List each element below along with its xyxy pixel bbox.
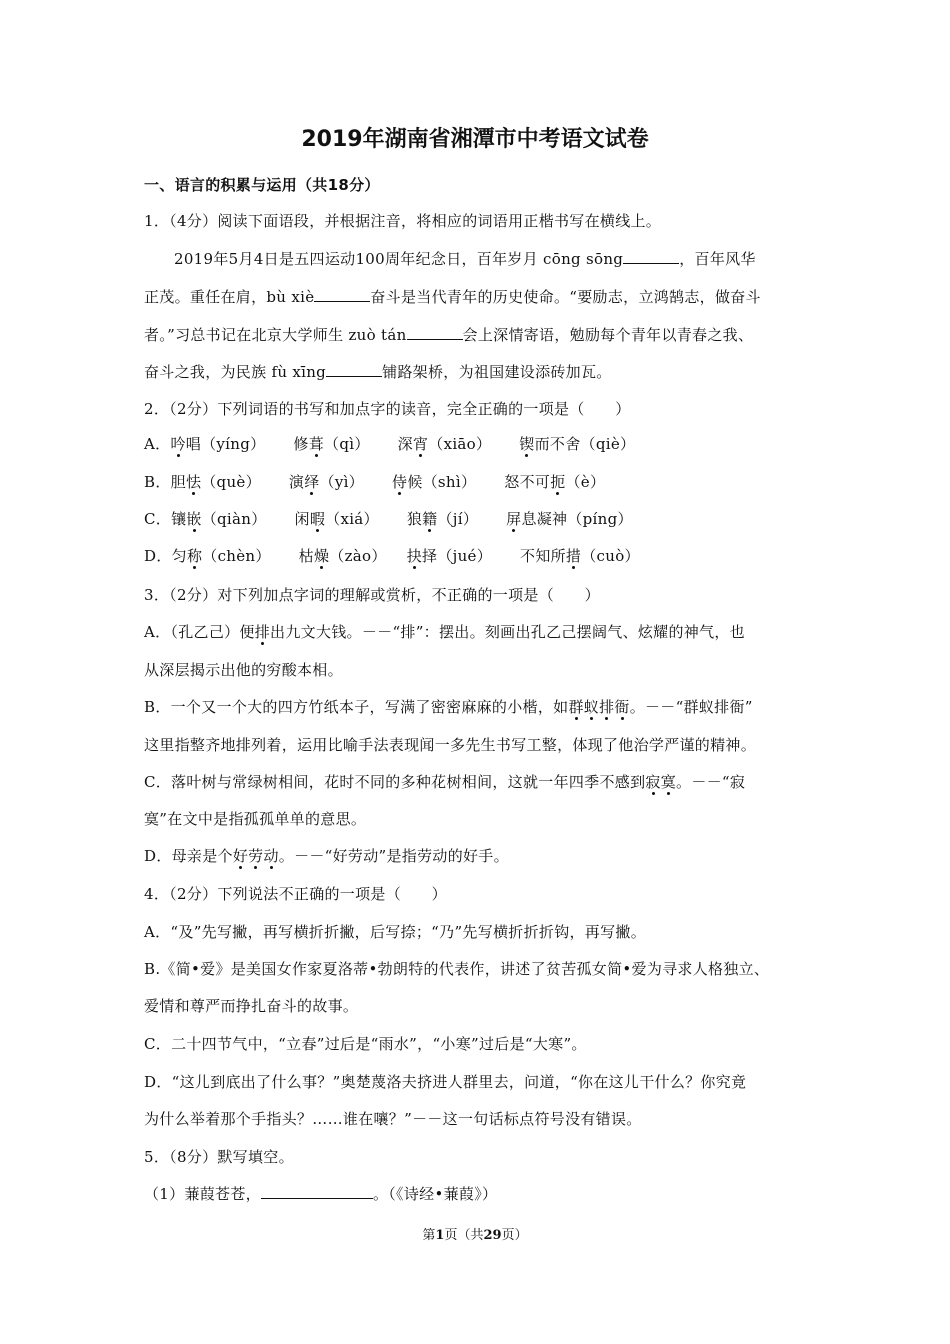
- pinyin: （xiá）: [325, 510, 379, 528]
- pinyin: （cuò）: [581, 547, 640, 565]
- dotted-word: 衙: [614, 698, 630, 716]
- question-2-option-c: [144, 508, 633, 530]
- page-total: 29: [483, 1228, 502, 1243]
- word: 镶: [171, 510, 187, 528]
- dotted-word: 排: [254, 623, 271, 641]
- text: C．落叶树与常绿树相间，花时不同的多种花树相间，这就一年四季不感到: [144, 773, 646, 791]
- dotted-word: 排: [599, 698, 615, 716]
- question-1-stem: 1．（4分）阅读下面语段，并根据注音，将相应的词语用正楷书写在横线上。: [144, 212, 662, 230]
- footer-text: 第: [422, 1228, 436, 1243]
- section-heading: 一、语言的积累与运用（共18分）: [144, 176, 380, 194]
- text: 2019年5月4日是五四运动100周年纪念日，百年岁月 cōng sōng: [174, 250, 624, 268]
- dotted-word: 劳: [248, 847, 264, 865]
- text: 出九文大钱。－－“排”：摆出。刻画出孔乙己摆阔气、炫耀的神气，也: [270, 623, 745, 641]
- question-3-option-a-line-2: 从深层揭示出他的穷酸本相。: [144, 661, 343, 679]
- word: 而不舍: [534, 435, 581, 453]
- word: 嵌: [186, 510, 202, 528]
- dotted-word: 群: [568, 698, 584, 716]
- question-1-line-3: [144, 324, 753, 346]
- text: 会上深情寄语，勉励每个青年以青春之我、: [462, 326, 754, 344]
- question-3-option-d: [144, 845, 509, 867]
- question-5-stem: 5．（8分）默写填空。: [144, 1148, 294, 1166]
- answer-blank[interactable]: [314, 286, 370, 302]
- option-label: B．: [144, 473, 171, 491]
- question-4-stem: 4．（2分）下列说法不正确的一项是（ ）: [144, 885, 447, 903]
- word: 吟: [170, 435, 186, 453]
- question-4-option-c: C．二十四节气中，“立春”过后是“雨水”，“小寒”过后是“大寒”。: [144, 1035, 587, 1053]
- option-label: C．: [144, 510, 172, 528]
- word: 怯: [185, 473, 202, 491]
- word: 葺: [308, 435, 325, 453]
- word: 怒不可: [504, 473, 551, 491]
- question-5-item-1: [144, 1183, 497, 1205]
- dotted-word: 寞: [660, 773, 677, 791]
- text: A．（孔乙己）便: [144, 623, 255, 641]
- word: 狼: [406, 510, 423, 528]
- text: （1）蒹葭苍苍，: [144, 1185, 261, 1203]
- word: 胆: [170, 473, 186, 491]
- text: 铺路架桥，为祖国建设添砖加瓦。: [382, 363, 612, 381]
- option-label: A．: [144, 435, 171, 453]
- word: 候: [407, 473, 423, 491]
- word: 枯: [298, 547, 314, 565]
- word: 深: [397, 435, 413, 453]
- question-2-option-d: [144, 545, 640, 567]
- pinyin: （qiàn）: [201, 510, 267, 528]
- pinyin: （qiè）: [580, 435, 636, 453]
- question-1-line-2: [144, 286, 761, 308]
- question-1-line-4: [144, 361, 612, 383]
- text: 正茂。重任在肩，bù xiè: [144, 288, 315, 306]
- page-title: 2019年湖南省湘潭市中考语文试卷: [301, 127, 649, 152]
- dotted-word: 动: [263, 847, 279, 865]
- question-4-option-d-line-1: D．“这儿到底出了什么事？”奥楚蔑洛夫挤进人群里去，问道，“你在这儿干什么？你究竟: [144, 1073, 747, 1091]
- question-3-option-c-line-1: [144, 771, 745, 793]
- footer-text: 页）: [501, 1228, 528, 1243]
- question-4-option-a: A．“及”先写撇，再写横折折撇，后写捺；“乃”先写横折折折钩，再写撇。: [144, 923, 647, 941]
- word: 宵: [412, 435, 429, 453]
- word: 籍: [422, 510, 438, 528]
- question-4-option-b-line-2: 爱情和尊严而挣扎奋斗的故事。: [144, 997, 359, 1015]
- word: 锲: [519, 435, 535, 453]
- word: 暇: [309, 510, 326, 528]
- word: 屏: [506, 510, 522, 528]
- question-4-option-d-line-2: 为什么举着那个手指头？……谁在嚷？”－－这一句话标点符号没有错误。: [144, 1110, 642, 1128]
- word: 扼: [550, 473, 566, 491]
- pinyin: （chèn）: [202, 547, 271, 565]
- text: 。－－“寂: [676, 773, 746, 791]
- text: ，百年风华: [679, 250, 756, 268]
- pinyin: （xiāo）: [428, 435, 492, 453]
- answer-blank[interactable]: [326, 361, 382, 377]
- word: 侍: [392, 473, 408, 491]
- word: 匀: [171, 547, 187, 565]
- footer-text: 页（共: [444, 1228, 484, 1243]
- word: 措: [565, 547, 582, 565]
- pinyin: （jí）: [437, 510, 479, 528]
- text: 。－－“群蚁排衙”: [629, 698, 753, 716]
- dotted-word: 寂: [645, 773, 661, 791]
- pinyin: （píng）: [567, 510, 633, 528]
- word: 称: [186, 547, 203, 565]
- text: 者。”习总书记在北京大学师生 zuò tán: [144, 326, 407, 344]
- word: 唱: [185, 435, 202, 453]
- text: 奋斗之我，为民族 fù xīng: [144, 363, 327, 381]
- word: 演: [288, 473, 305, 491]
- question-3-option-b-line-1: [144, 696, 753, 718]
- text: 。－－“好劳动”是指劳动的好手。: [278, 847, 509, 865]
- page-footer: [0, 1226, 950, 1246]
- question-3-option-b-line-2: 这里指整齐地排列着，运用比喻手法表现闻一多先生书写工整，体现了他治学严谨的精神。: [144, 736, 757, 754]
- pinyin: （jué）: [437, 547, 493, 565]
- text: 奋斗是当代青年的历史使命。“要励志，立鸿鹄志，做奋斗: [370, 288, 761, 306]
- pinyin: （shì）: [422, 473, 477, 491]
- dotted-word: 蚁: [583, 698, 600, 716]
- word: 息凝神: [521, 510, 568, 528]
- word: 修: [293, 435, 309, 453]
- question-3-option-a-line-1: [144, 621, 745, 643]
- word: 闲: [294, 510, 310, 528]
- text: 。（《诗经•蒹葭》）: [372, 1185, 498, 1203]
- pinyin: （què）: [201, 473, 261, 491]
- question-1-line-1: [174, 248, 756, 270]
- dotted-word: 好: [232, 847, 249, 865]
- word: 绎: [304, 473, 320, 491]
- question-4-option-b-line-1: B.《简•爱》是美国女作家夏洛蒂•勃朗特的代表作，讲述了贫苦孤女简•爱为寻求人格独立、: [144, 960, 770, 978]
- word: 燥: [313, 547, 330, 565]
- answer-blank[interactable]: [623, 248, 679, 264]
- page-number: 1: [435, 1228, 445, 1243]
- word: 择: [422, 547, 438, 565]
- text: D．母亲是个: [144, 847, 233, 865]
- word: 不知所: [520, 547, 566, 565]
- question-3-stem: 3．（2分）对下列加点字词的理解或赏析，不正确的一项是（ ）: [144, 586, 600, 604]
- question-3-option-c-line-2: 寞”在文中是指孤孤单单的意思。: [144, 810, 367, 828]
- answer-blank[interactable]: [261, 1183, 373, 1199]
- option-label: D．: [144, 547, 172, 565]
- text: B．一个又一个大的四方竹纸本子，写满了密密麻麻的小楷，如: [144, 698, 569, 716]
- pinyin: （qì）: [324, 435, 370, 453]
- pinyin: （yì）: [319, 473, 364, 491]
- word: 抉: [406, 547, 422, 565]
- answer-blank[interactable]: [407, 324, 463, 340]
- pinyin: （zào）: [329, 547, 387, 565]
- pinyin: （è）: [565, 473, 606, 491]
- pinyin: （yíng）: [201, 435, 266, 453]
- question-2-option-b: [144, 471, 605, 493]
- question-2-stem: 2．（2分）下列词语的书写和加点字的读音，完全正确的一项是（ ）: [144, 400, 631, 418]
- question-2-option-a: [144, 433, 635, 455]
